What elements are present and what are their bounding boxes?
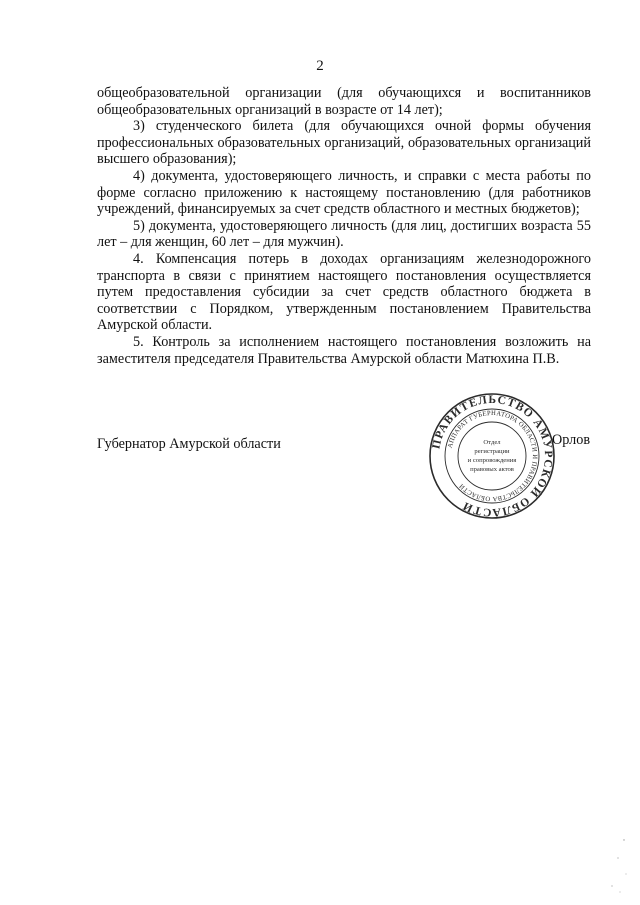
- paragraph-clause-5: 5. Контроль за исполнением настоящего постановления возложить на заместителя председателя Правительства Амурской области Матюхина П.В.: [97, 333, 591, 367]
- paragraph-item-4: 4) документа, удостоверяющего личность, и справки с места работы по форме согласно приложению к настоящему постановлению (для работников учреждений, финансируемых за счет средств областного и местных бюджетов);: [97, 167, 591, 218]
- paragraph-item-3: 3) студенческого билета (для обучающихся очной формы обучения профессиональных образовательных организаций, образовательных организаций высшего образования);: [97, 118, 591, 168]
- signature-position: Губернатор Амурской области: [97, 436, 281, 452]
- seal-center-line-2: регистрации: [474, 448, 510, 455]
- seal-middle-ring: [445, 409, 539, 503]
- page-number: 2: [316, 58, 324, 74]
- paragraph-continuation: общеобразовательной организации (для обучающихся и воспитанников общеобразовательных организаций в возрасте от 14 лет);: [97, 85, 591, 118]
- seal-outer-text: ПРАВИТЕЛЬСТВО АМУРСКОЙ ОБЛАСТИ: [430, 393, 555, 519]
- paragraph-item-5: 5) документа, удостоверяющего личность (для лиц, достигших возраста 55 лет – для женщин, 60 лет – для мужчин).: [97, 217, 591, 251]
- paragraph-clause-4: 4. Компенсация потерь в доходах организациям железнодорожного транспорта в связи с принятием настоящего постановления осуществляется путем предоставления субсидии за счет средств областного бюджета в соответствии с Порядком, утвержденным постановлением Правительства Амурской области.: [97, 250, 591, 334]
- seal-graphic: [428, 392, 556, 520]
- scan-specks: [600, 836, 630, 896]
- seal-center-line-1: Отдел: [483, 439, 501, 446]
- seal-inner-text: АППАРАТ ГУБЕРНАТОРА ОБЛАСТИ И ПРАВИТЕЛЬСТВА ОБЛАСТИ: [446, 409, 539, 503]
- seal-center-line-4: правовых актов: [470, 466, 514, 473]
- document-body: [97, 85, 591, 367]
- seal-center-line-3: и сопровождения: [467, 457, 517, 464]
- signature-name: Орлов: [552, 432, 591, 448]
- official-seal: [428, 392, 556, 520]
- seal-inner-ring: [458, 422, 526, 490]
- svg-text:АППАРАТ ГУБЕРНАТОРА ОБЛАСТИ И: [447, 410, 538, 502]
